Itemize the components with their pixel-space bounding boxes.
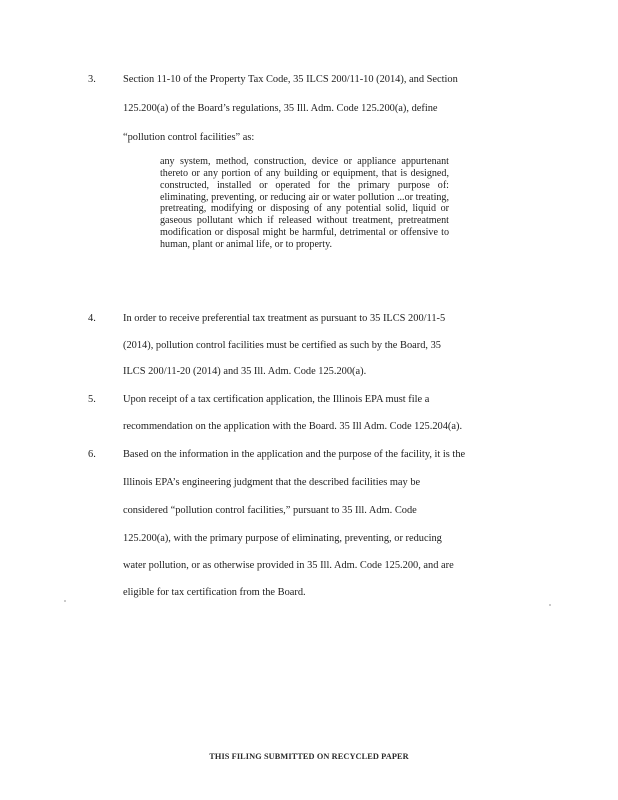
- paragraph-line: In order to receive preferential tax treatment as pursuant to 35 ILCS 200/11-5: [123, 313, 446, 324]
- scan-speck: [64, 600, 66, 602]
- paragraph-line: Based on the information in the application and the purpose of the facility, it is the: [123, 449, 466, 460]
- paragraph-line: eligible for tax certification from the Board.: [123, 587, 306, 598]
- scan-speck: [549, 604, 551, 606]
- paragraph-line: recommendation on the application with the Board. 35 Ill Adm. Code 125.204(a).: [123, 421, 463, 432]
- paragraph-line: water pollution, or as otherwise provided in 35 Ill. Adm. Code 125.200, and are: [123, 560, 454, 571]
- paragraph-line: 125.200(a) of the Board’s regulations, 35 Ill. Adm. Code 125.200(a), define: [123, 103, 438, 114]
- paragraph-number: 6.: [88, 449, 96, 460]
- paragraph-line: “pollution control facilities” as:: [123, 132, 255, 143]
- paragraph-number: 5.: [88, 394, 96, 405]
- paragraph-line: (2014), pollution control facilities must be certified as such by the Board, 35: [123, 340, 441, 351]
- paragraph-line: Upon receipt of a tax certification application, the Illinois EPA must file a: [123, 394, 430, 405]
- paragraph-line: ILCS 200/11-20 (2014) and 35 Ill. Adm. Code 125.200(a).: [123, 366, 367, 377]
- page-footer: THIS FILING SUBMITTED ON RECYCLED PAPER: [209, 752, 409, 761]
- paragraph-line: Section 11-10 of the Property Tax Code, 35 ILCS 200/11-10 (2014), and Section: [123, 74, 458, 85]
- paragraph-number: 3.: [88, 74, 96, 85]
- paragraph-number: 4.: [88, 313, 96, 324]
- paragraph-line: considered “pollution control facilities,” pursuant to 35 Ill. Adm. Code: [123, 505, 417, 516]
- paragraph-line: 125.200(a), with the primary purpose of eliminating, preventing, or reducing: [123, 533, 442, 544]
- paragraph-line: Illinois EPA’s engineering judgment that the described facilities may be: [123, 477, 421, 488]
- block-quote: any system, method, construction, device or appliance appurtenant thereto or any portion of any building or equipment, that is designed, constructed, installed or operated for the primary purpose of: eliminating, preventing, or reducing air or water pollution ...or treating, pretreating, modifying or disposing of any potential solid, liquid or gaseous pollutant which if released without treatment, pretreatment modification or disposal might be harmful, detrimental or offensive to human, plant or animal life, or to property.: [160, 156, 449, 250]
